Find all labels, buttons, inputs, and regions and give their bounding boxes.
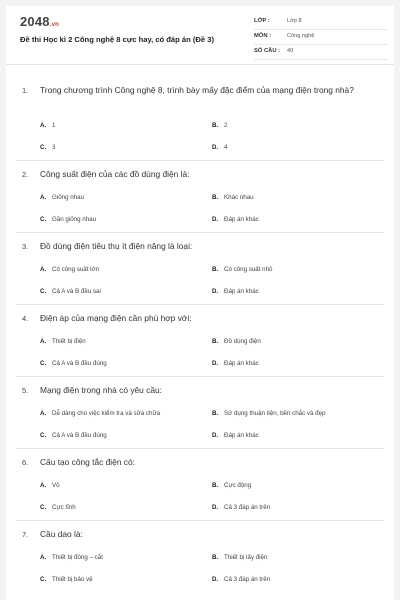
meta-value: Công nghệ	[287, 33, 315, 39]
question-number: 2.	[22, 170, 29, 179]
option-c[interactable]: C. Cực tĩnh	[40, 504, 76, 511]
option-a[interactable]: A. Dễ dàng cho việc kiểm tra và sửa chữa	[40, 410, 161, 417]
question-text: Đồ dùng điện tiêu thụ ít điện năng là loại:	[40, 241, 193, 251]
meta-label: SỐ CÂU :	[254, 48, 281, 54]
logo-text: 2048	[20, 14, 50, 29]
option-b[interactable]: B. Thiết bị lấy điện	[212, 554, 268, 561]
question-divider	[16, 232, 384, 233]
question-4	[6, 306, 394, 376]
exam-meta	[254, 15, 388, 60]
question-1	[6, 78, 394, 168]
question-text: Công suất điện của các đồ dùng điện là:	[40, 169, 190, 179]
option-c[interactable]: C. Gần giống nhau	[40, 216, 97, 223]
question-2	[6, 162, 394, 232]
meta-value: 40	[287, 48, 294, 54]
question-text: Cầu dao là:	[40, 529, 83, 539]
question-text: Điện áp của mạng điện cần phù hợp với:	[40, 313, 192, 323]
meta-label: MÔN :	[254, 33, 272, 39]
question-text: Cấu tạo công tắc điện có:	[40, 457, 135, 467]
question-number: 3.	[22, 242, 29, 251]
option-b[interactable]: B. Khác nhau	[212, 194, 254, 201]
page-header	[6, 6, 394, 65]
option-d[interactable]: D. 4	[212, 144, 228, 151]
option-d[interactable]: D. Đáp án khác	[212, 432, 259, 439]
option-d[interactable]: D. Cả 3 đáp án trên	[212, 504, 271, 511]
question-number: 4.	[22, 314, 29, 323]
option-c[interactable]: C. Cả A và B đều đúng	[40, 432, 107, 439]
question-3	[6, 234, 394, 304]
question-divider	[16, 160, 384, 161]
question-divider	[16, 304, 384, 305]
option-a[interactable]: A. 1	[40, 122, 56, 129]
question-7	[6, 522, 394, 594]
page-title: Đề thi Học kì 2 Công nghệ 8 cực hay, có đáp án (Đề 3)	[20, 35, 214, 44]
logo-suffix: .vn	[49, 22, 60, 28]
option-d[interactable]: D. Đáp án khác	[212, 216, 259, 223]
meta-row-question-count	[254, 45, 388, 60]
option-b[interactable]: B. 2	[212, 122, 228, 129]
question-number: 5.	[22, 386, 29, 395]
option-b[interactable]: B. Sử dụng thuận tiện, bền chắc và đẹp	[212, 410, 326, 417]
option-c[interactable]: C. 3	[40, 144, 56, 151]
meta-value: Lớp 8	[287, 18, 302, 24]
question-text: Trong chương trình Công nghệ 8, trình bày mấy đặc điểm của mạng điện trong nhà?	[40, 85, 354, 95]
option-a[interactable]: A. Có công suất lớn	[40, 266, 100, 273]
question-divider	[16, 448, 384, 449]
option-a[interactable]: A. Thiết bị đóng – cắt	[40, 554, 103, 561]
option-a[interactable]: A. Thiết bị điện	[40, 338, 86, 345]
question-number: 7.	[22, 530, 29, 539]
option-d[interactable]: D. Đáp án khác	[212, 288, 259, 295]
question-number: 6.	[22, 458, 29, 467]
question-6	[6, 450, 394, 520]
question-5	[6, 378, 394, 450]
question-text: Mạng điện trong nhà có yêu cầu:	[40, 385, 162, 395]
option-c[interactable]: C. Cả A và B đều đúng	[40, 360, 107, 367]
meta-row-subject	[254, 30, 388, 45]
option-c[interactable]: C. Cả A và B đều sai	[40, 288, 101, 295]
option-d[interactable]: D. Đáp án khác	[212, 360, 259, 367]
option-a[interactable]: A. Giống nhau	[40, 194, 84, 201]
question-number: 1.	[22, 86, 29, 95]
option-b[interactable]: B. Đồ dùng điện	[212, 338, 261, 345]
meta-label: LỚP :	[254, 18, 270, 24]
meta-row-class	[254, 15, 388, 30]
option-a[interactable]: A. Vỏ	[40, 482, 60, 489]
question-divider	[16, 376, 384, 377]
exam-page	[6, 6, 394, 600]
question-divider	[16, 520, 384, 521]
site-logo[interactable]	[20, 14, 59, 29]
option-d[interactable]: D. Cả 3 đáp án trên	[212, 576, 271, 583]
option-b[interactable]: B. Có công suất nhỏ	[212, 266, 273, 273]
option-c[interactable]: C. Thiết bị bảo vệ	[40, 576, 93, 583]
option-b[interactable]: B. Cực động	[212, 482, 252, 489]
